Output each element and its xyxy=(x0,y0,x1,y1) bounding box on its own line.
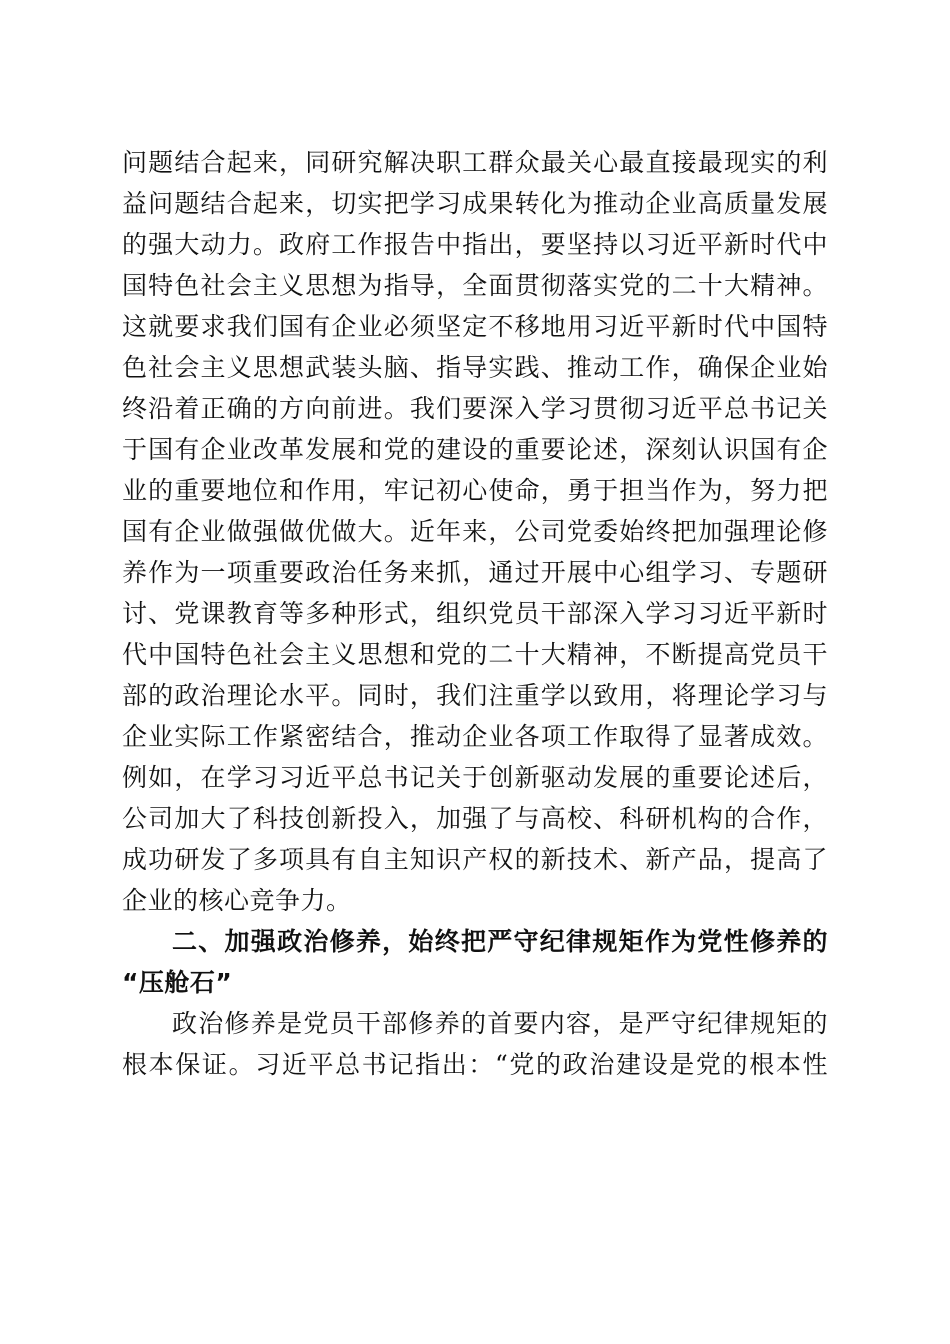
text-line: 问题结合起来，同研究解决职工群众最关心最直接最现实的利 xyxy=(122,148,828,177)
text-line: 的强大动力。政府工作报告中指出，要坚持以习近平新时代中 xyxy=(122,230,828,259)
text-line: 这就要求我们国有企业必须坚定不移地用习近平新时代中国特 xyxy=(122,312,828,341)
text-line: 色社会主义思想武装头脑、指导实践、推动工作，确保企业始 xyxy=(122,353,828,382)
heading-line: 二、加强政治修养，始终把严守纪律规矩作为党性修养的 xyxy=(172,927,828,956)
text-line: 养作为一项重要政治任务来抓，通过开展中心组学习、专题研 xyxy=(122,558,828,587)
text-line: 政治修养是党员干部修养的首要内容，是严守纪律规矩的 xyxy=(172,1009,828,1038)
body-paragraph xyxy=(122,142,828,921)
text-line: 例如，在学习习近平总书记关于创新驱动发展的重要论述后， xyxy=(122,763,828,792)
text-line: 代中国特色社会主义思想和党的二十大精神，不断提高党员干 xyxy=(122,640,828,669)
heading-line: “压舱石” xyxy=(122,968,233,997)
document-body xyxy=(122,142,828,1085)
text-line: 企业的核心竞争力。 xyxy=(122,886,352,915)
section-heading xyxy=(122,921,828,1003)
text-line: 益问题结合起来，切实把学习成果转化为推动企业高质量发展 xyxy=(122,189,828,218)
body-paragraph xyxy=(122,1003,828,1085)
text-line: 企业实际工作紧密结合，推动企业各项工作取得了显著成效。 xyxy=(122,722,828,751)
text-line: 讨、党课教育等多种形式，组织党员干部深入学习习近平新时 xyxy=(122,599,828,628)
text-line: 于国有企业改革发展和党的建设的重要论述，深刻认识国有企 xyxy=(122,435,828,464)
text-line: 根本保证。习近平总书记指出：“党的政治建设是党的根本性 xyxy=(122,1050,828,1079)
text-line: 业的重要地位和作用，牢记初心使命，勇于担当作为，努力把 xyxy=(122,476,828,505)
text-line: 国特色社会主义思想为指导，全面贯彻落实党的二十大精神。 xyxy=(122,271,828,300)
text-line: 终沿着正确的方向前进。我们要深入学习贯彻习近平总书记关 xyxy=(122,394,828,423)
text-line: 国有企业做强做优做大。近年来，公司党委始终把加强理论修 xyxy=(122,517,828,546)
text-line: 部的政治理论水平。同时，我们注重学以致用，将理论学习与 xyxy=(122,681,828,710)
text-line: 成功研发了多项具有自主知识产权的新技术、新产品，提高了 xyxy=(122,845,828,874)
text-line: 公司加大了科技创新投入，加强了与高校、科研机构的合作， xyxy=(122,804,828,833)
